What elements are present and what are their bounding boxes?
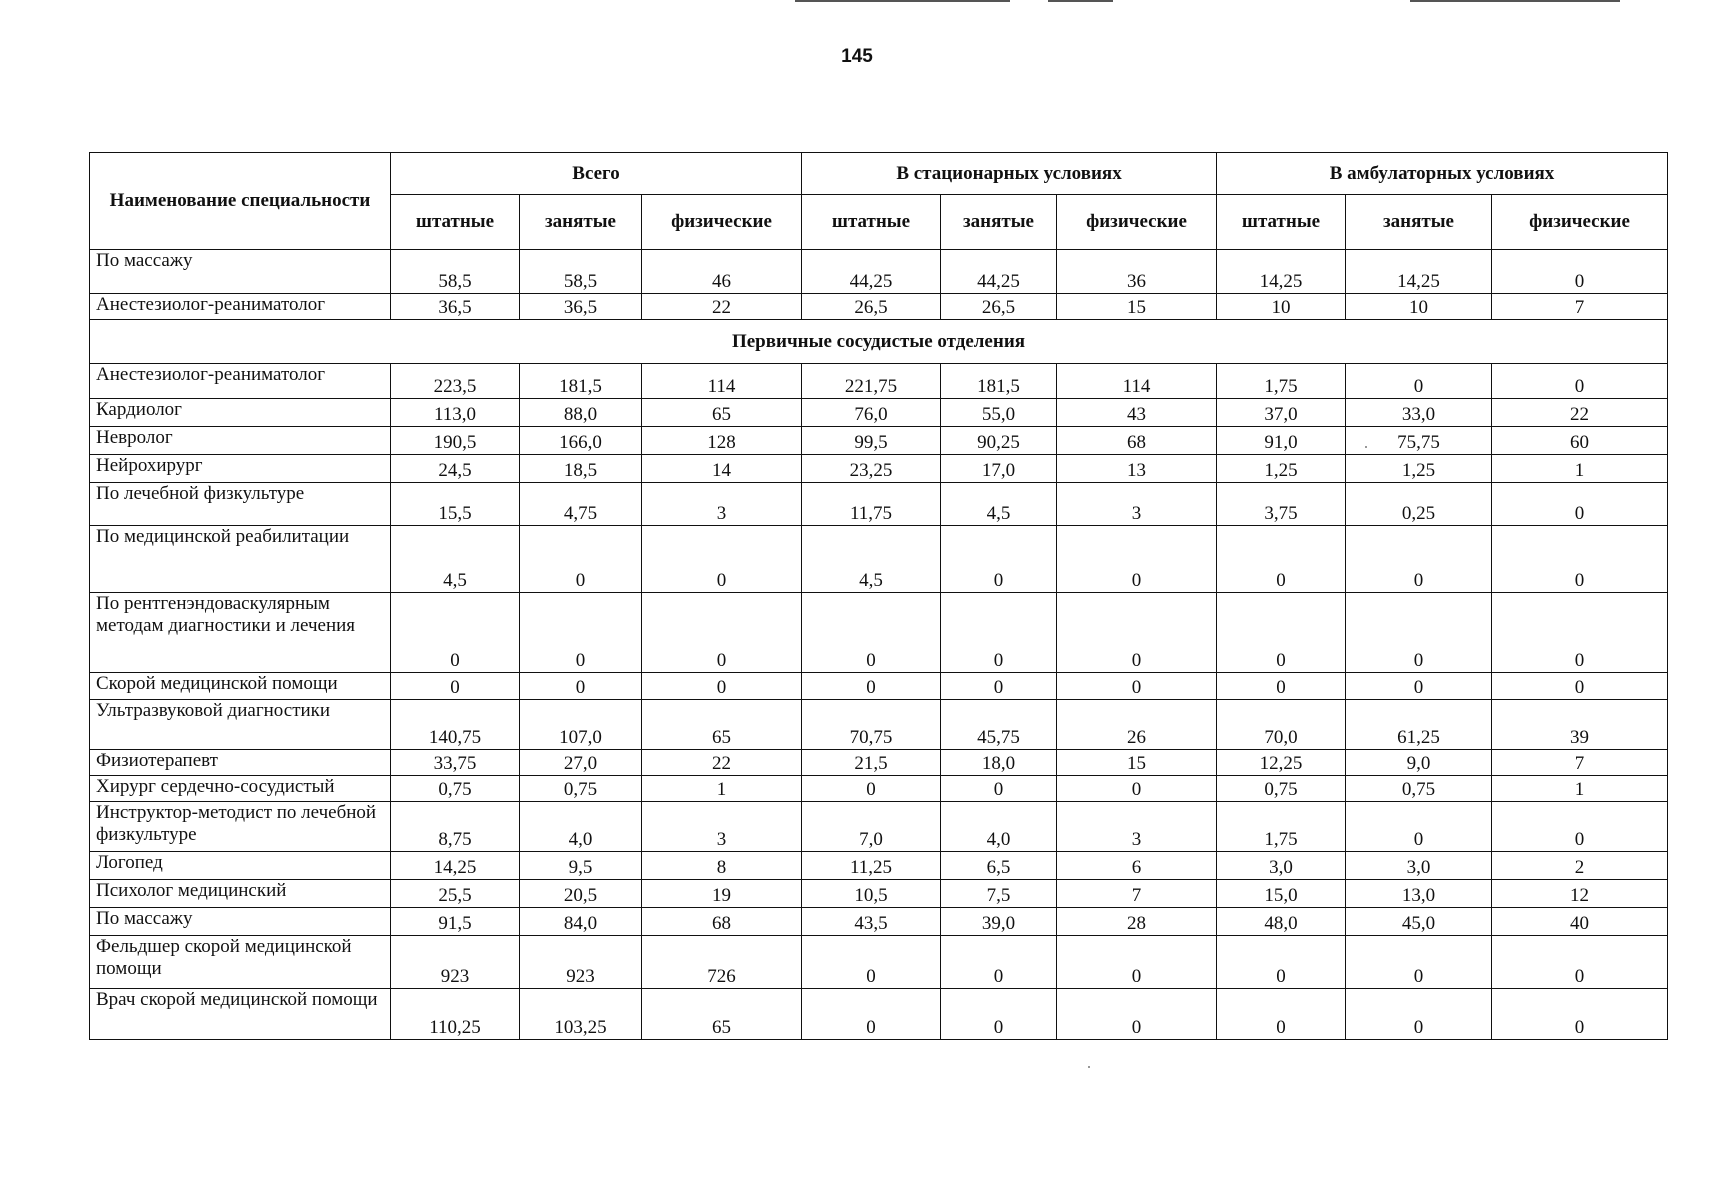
value-cell: 114 (642, 364, 802, 399)
specialty-name: По рентгенэндоваскулярным методам диагностики и лечения (90, 593, 391, 673)
value-cell: 0 (1492, 673, 1668, 700)
specialty-name: Анестезиолог-реаниматолог (90, 364, 391, 399)
value-cell: 60 (1492, 427, 1668, 455)
specialty-name: Анестезиолог-реаниматолог (90, 294, 391, 320)
value-cell: 0 (941, 936, 1057, 989)
value-cell: 3 (642, 802, 802, 852)
specialty-name: Фельдшер скорой медицинской помощи (90, 936, 391, 989)
staffing-table (89, 152, 1668, 1040)
value-cell: 0 (1346, 593, 1492, 673)
value-cell: 0 (1346, 526, 1492, 593)
value-cell: 11,25 (802, 852, 941, 880)
value-cell: 3 (1057, 802, 1217, 852)
value-cell: 39,0 (941, 908, 1057, 936)
table-row (90, 700, 1668, 750)
value-cell: 140,75 (391, 700, 520, 750)
value-cell: 48,0 (1217, 908, 1346, 936)
value-cell: 0 (802, 989, 941, 1040)
table-row (90, 250, 1668, 294)
value-cell: 18,0 (941, 750, 1057, 776)
value-cell: 20,5 (520, 880, 642, 908)
value-cell: 4,5 (391, 526, 520, 593)
value-cell: 923 (391, 936, 520, 989)
value-cell: 1 (642, 776, 802, 802)
value-cell: 91,0 (1217, 427, 1346, 455)
value-cell: 7 (1492, 750, 1668, 776)
header-subcol: занятые (520, 195, 642, 250)
specialty-name: По лечебной физкультуре (90, 483, 391, 526)
value-cell: 107,0 (520, 700, 642, 750)
value-cell: 99,5 (802, 427, 941, 455)
value-cell: 7 (1057, 880, 1217, 908)
value-cell: 0 (1346, 989, 1492, 1040)
value-cell: 22 (642, 294, 802, 320)
section-row (90, 320, 1668, 364)
value-cell: 0 (1217, 989, 1346, 1040)
value-cell: 0 (941, 526, 1057, 593)
value-cell: 43,5 (802, 908, 941, 936)
value-cell: 21,5 (802, 750, 941, 776)
value-cell: 0 (1057, 673, 1217, 700)
value-cell: 14,25 (1346, 250, 1492, 294)
value-cell: 4,5 (802, 526, 941, 593)
value-cell: 0 (941, 989, 1057, 1040)
value-cell: 0 (1217, 936, 1346, 989)
section-title: Первичные сосудистые отделения (90, 320, 1668, 364)
value-cell: 128 (642, 427, 802, 455)
value-cell: 58,5 (520, 250, 642, 294)
value-cell: 0 (1217, 593, 1346, 673)
value-cell: 9,5 (520, 852, 642, 880)
value-cell: 23,25 (802, 455, 941, 483)
value-cell: 0 (520, 593, 642, 673)
header-subcol: штатные (802, 195, 941, 250)
value-cell: 24,5 (391, 455, 520, 483)
value-cell: 0 (1057, 526, 1217, 593)
specialty-name: Хирург сердечно-сосудистый (90, 776, 391, 802)
value-cell: 181,5 (941, 364, 1057, 399)
value-cell: 1 (1492, 455, 1668, 483)
specialty-name: По медицинской реабилитации (90, 526, 391, 593)
value-cell: 44,25 (802, 250, 941, 294)
table-row (90, 908, 1668, 936)
value-cell: 4,0 (520, 802, 642, 852)
value-cell: 15 (1057, 750, 1217, 776)
value-cell: 113,0 (391, 399, 520, 427)
header-group-inpatient: В стационарных условиях (802, 153, 1217, 195)
specialty-name: По массажу (90, 250, 391, 294)
value-cell: 26,5 (941, 294, 1057, 320)
value-cell: 0 (1492, 989, 1668, 1040)
value-cell: 0,75 (391, 776, 520, 802)
value-cell: 36 (1057, 250, 1217, 294)
value-cell: 84,0 (520, 908, 642, 936)
value-cell: 75,75 (1346, 427, 1492, 455)
value-cell: 10 (1217, 294, 1346, 320)
value-cell: 68 (642, 908, 802, 936)
value-cell: 28 (1057, 908, 1217, 936)
value-cell: 26 (1057, 700, 1217, 750)
value-cell: 221,75 (802, 364, 941, 399)
value-cell: 40 (1492, 908, 1668, 936)
value-cell: 0 (1346, 936, 1492, 989)
value-cell: 1,25 (1346, 455, 1492, 483)
value-cell: 166,0 (520, 427, 642, 455)
value-cell: 0 (802, 673, 941, 700)
value-cell: 70,0 (1217, 700, 1346, 750)
value-cell: 0 (1346, 673, 1492, 700)
top-border-line (795, 0, 1010, 2)
specialty-name: Ультразвуковой диагностики (90, 700, 391, 750)
header-subcol: физические (1057, 195, 1217, 250)
header-subcol: физические (642, 195, 802, 250)
value-cell: 0,25 (1346, 483, 1492, 526)
value-cell: 33,75 (391, 750, 520, 776)
value-cell: 110,25 (391, 989, 520, 1040)
value-cell: 923 (520, 936, 642, 989)
value-cell: 6 (1057, 852, 1217, 880)
value-cell: 88,0 (520, 399, 642, 427)
value-cell: 91,5 (391, 908, 520, 936)
specialty-name: Невролог (90, 427, 391, 455)
specialty-name: Инструктор-методист по лечебной физкультуре (90, 802, 391, 852)
value-cell: 18,5 (520, 455, 642, 483)
header-group-outpatient: В амбулаторных условиях (1217, 153, 1668, 195)
table-row (90, 936, 1668, 989)
value-cell: 65 (642, 989, 802, 1040)
value-cell: 1 (1492, 776, 1668, 802)
value-cell: 1,25 (1217, 455, 1346, 483)
table-row (90, 399, 1668, 427)
value-cell: 181,5 (520, 364, 642, 399)
value-cell: 19 (642, 880, 802, 908)
value-cell: 1,75 (1217, 802, 1346, 852)
page-number: 145 (841, 46, 873, 67)
table-row (90, 427, 1668, 455)
specialty-name: Логопед (90, 852, 391, 880)
value-cell: 46 (642, 250, 802, 294)
table-row (90, 880, 1668, 908)
value-cell: 0 (941, 593, 1057, 673)
value-cell: 33,0 (1346, 399, 1492, 427)
value-cell: 0 (1492, 364, 1668, 399)
value-cell: 0,75 (1346, 776, 1492, 802)
table-row (90, 364, 1668, 399)
value-cell: 36,5 (520, 294, 642, 320)
value-cell: 9,0 (1346, 750, 1492, 776)
value-cell: 0 (1057, 776, 1217, 802)
header-subcol: штатные (391, 195, 520, 250)
table-row (90, 455, 1668, 483)
value-cell: 10,5 (802, 880, 941, 908)
value-cell: 0 (520, 673, 642, 700)
value-cell: 25,5 (391, 880, 520, 908)
value-cell: 76,0 (802, 399, 941, 427)
value-cell: 43 (1057, 399, 1217, 427)
scan-speck (1088, 1066, 1090, 1068)
value-cell: 14 (642, 455, 802, 483)
value-cell: 0 (1492, 593, 1668, 673)
value-cell: 0 (642, 593, 802, 673)
value-cell: 0 (1217, 673, 1346, 700)
table-body (90, 250, 1668, 1040)
value-cell: 7 (1492, 294, 1668, 320)
value-cell: 0 (642, 526, 802, 593)
value-cell: 4,0 (941, 802, 1057, 852)
value-cell: 3 (1057, 483, 1217, 526)
table-row (90, 802, 1668, 852)
value-cell: 17,0 (941, 455, 1057, 483)
value-cell: 0 (802, 936, 941, 989)
value-cell: 12 (1492, 880, 1668, 908)
value-cell: 2 (1492, 852, 1668, 880)
value-cell: 7,5 (941, 880, 1057, 908)
value-cell: 0 (1492, 250, 1668, 294)
value-cell: 11,75 (802, 483, 941, 526)
value-cell: 1,75 (1217, 364, 1346, 399)
value-cell: 0 (1346, 802, 1492, 852)
value-cell: 0,75 (520, 776, 642, 802)
value-cell: 44,25 (941, 250, 1057, 294)
value-cell: 15,0 (1217, 880, 1346, 908)
table-row (90, 989, 1668, 1040)
specialty-name: Врач скорой медицинской помощи (90, 989, 391, 1040)
table-row (90, 776, 1668, 802)
header-subcol: занятые (941, 195, 1057, 250)
value-cell: 70,75 (802, 700, 941, 750)
value-cell: 0 (1057, 936, 1217, 989)
value-cell: 37,0 (1217, 399, 1346, 427)
value-cell: 58,5 (391, 250, 520, 294)
value-cell: 0 (941, 673, 1057, 700)
value-cell: 6,5 (941, 852, 1057, 880)
value-cell: 15,5 (391, 483, 520, 526)
value-cell: 10 (1346, 294, 1492, 320)
value-cell: 0 (1057, 593, 1217, 673)
value-cell: 22 (642, 750, 802, 776)
value-cell: 55,0 (941, 399, 1057, 427)
specialty-name: Психолог медицинский (90, 880, 391, 908)
value-cell: 8 (642, 852, 802, 880)
top-border-line (1048, 0, 1113, 2)
scan-speck (1365, 446, 1367, 448)
specialty-name: Скорой медицинской помощи (90, 673, 391, 700)
value-cell: 0 (1492, 802, 1668, 852)
value-cell: 13 (1057, 455, 1217, 483)
value-cell: 0 (941, 776, 1057, 802)
header-subcol: занятые (1346, 195, 1492, 250)
value-cell: 0 (1492, 526, 1668, 593)
table-row (90, 483, 1668, 526)
header-specialty: Наименование специальности (90, 153, 391, 250)
top-border-line (1410, 0, 1620, 2)
value-cell: 13,0 (1346, 880, 1492, 908)
value-cell: 3,0 (1217, 852, 1346, 880)
value-cell: 39 (1492, 700, 1668, 750)
value-cell: 190,5 (391, 427, 520, 455)
value-cell: 0 (1057, 989, 1217, 1040)
value-cell: 14,25 (1217, 250, 1346, 294)
value-cell: 61,25 (1346, 700, 1492, 750)
value-cell: 0 (391, 673, 520, 700)
value-cell: 12,25 (1217, 750, 1346, 776)
table-row (90, 526, 1668, 593)
value-cell: 0 (1346, 364, 1492, 399)
specialty-name: Кардиолог (90, 399, 391, 427)
header-subcol: физические (1492, 195, 1668, 250)
value-cell: 4,75 (520, 483, 642, 526)
value-cell: 8,75 (391, 802, 520, 852)
value-cell: 726 (642, 936, 802, 989)
table-row (90, 593, 1668, 673)
value-cell: 0 (1492, 483, 1668, 526)
value-cell: 0,75 (1217, 776, 1346, 802)
value-cell: 14,25 (391, 852, 520, 880)
value-cell: 3 (642, 483, 802, 526)
value-cell: 26,5 (802, 294, 941, 320)
value-cell: 45,0 (1346, 908, 1492, 936)
value-cell: 0 (1217, 526, 1346, 593)
table-row (90, 852, 1668, 880)
table-row (90, 673, 1668, 700)
value-cell: 22 (1492, 399, 1668, 427)
value-cell: 0 (802, 593, 941, 673)
value-cell: 7,0 (802, 802, 941, 852)
value-cell: 90,25 (941, 427, 1057, 455)
value-cell: 36,5 (391, 294, 520, 320)
value-cell: 0 (391, 593, 520, 673)
value-cell: 65 (642, 700, 802, 750)
value-cell: 0 (520, 526, 642, 593)
value-cell: 27,0 (520, 750, 642, 776)
value-cell: 45,75 (941, 700, 1057, 750)
value-cell: 15 (1057, 294, 1217, 320)
value-cell: 3,75 (1217, 483, 1346, 526)
value-cell: 4,5 (941, 483, 1057, 526)
header-group-total: Всего (391, 153, 802, 195)
header-subcol: штатные (1217, 195, 1346, 250)
specialty-name: По массажу (90, 908, 391, 936)
value-cell: 0 (1492, 936, 1668, 989)
value-cell: 223,5 (391, 364, 520, 399)
specialty-name: Нейрохирург (90, 455, 391, 483)
value-cell: 65 (642, 399, 802, 427)
value-cell: 114 (1057, 364, 1217, 399)
value-cell: 0 (642, 673, 802, 700)
value-cell: 0 (802, 776, 941, 802)
table-row (90, 750, 1668, 776)
specialty-name: Физиотерапевт (90, 750, 391, 776)
value-cell: 3,0 (1346, 852, 1492, 880)
value-cell: 68 (1057, 427, 1217, 455)
table-row (90, 294, 1668, 320)
value-cell: 103,25 (520, 989, 642, 1040)
